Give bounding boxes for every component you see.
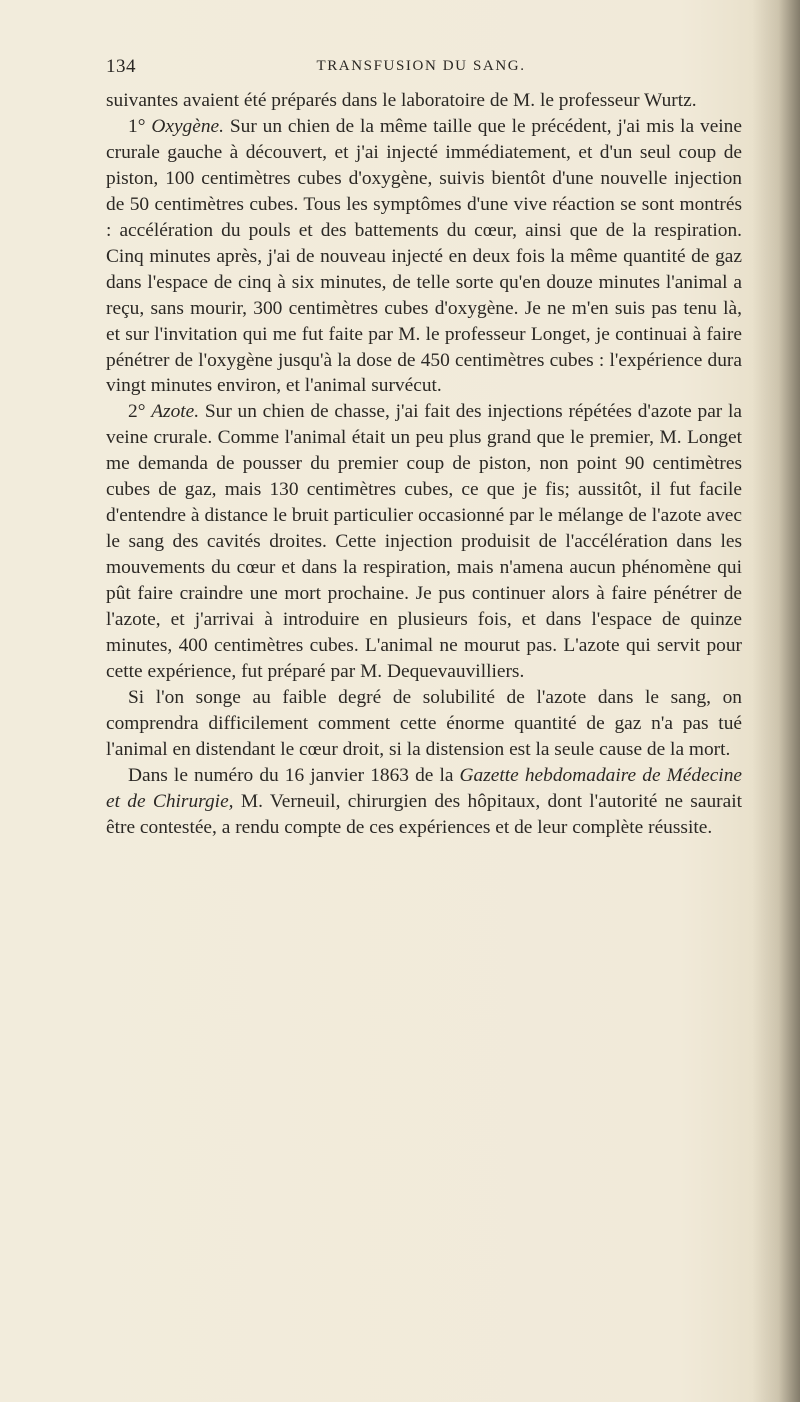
page-edge-shadow bbox=[752, 0, 800, 1402]
paragraph-text: Sur un chien de chasse, j'ai fait des injections répétées d'azote par la veine crurale. Comme l'animal était un peu plus grand que le premier, M. Longet me demanda de pousser du premier coup de piston, non point 90 centimètres cubes de gaz, mais 130 centimètres cubes, ce que je fis; aussitôt, il fut facile d'entendre à distance le bruit particulier occasionné par le mélange de l'azote avec le sang des cavités droites. Cette injection produisit de l'accélération dans les mouvements du cœur et dans la respiration, mais n'amena aucun phénomène qui pût faire craindre une mort prochaine. Je pus continuer alors à faire pénétrer de l'azote, et j'arrivai à introduire en plusieurs fois, et dans l'espace de quinze minutes, 400 centimètres cubes. L'animal ne mourut pas. L'azote qui servit pour cette expérience, fut préparé par M. Dequevauvilliers. bbox=[106, 401, 742, 682]
body-text bbox=[106, 88, 742, 841]
paragraph-lead-title: Azote. bbox=[151, 401, 200, 423]
paragraph-azote bbox=[106, 399, 742, 684]
journal-title: Gazette hebdomadaire de Médecine et de Chirurgie, bbox=[106, 764, 742, 812]
paragraph-solubility bbox=[106, 685, 742, 763]
paragraph-gazette bbox=[106, 763, 742, 841]
paragraph-lead-number: 2° bbox=[128, 401, 152, 423]
page-header bbox=[106, 56, 736, 80]
paragraph-text: Sur un chien de la même taille que le précédent, j'ai mis la veine crurale gauche à découvert, et j'ai injecté immédiatement, et d'un seul coup de piston, 100 centimètres cubes d'oxygène, suivis bientôt d'une nouvelle injection de 50 centimètres cubes. Tous les symptômes d'une vive réaction se sont montrés : accélération du pouls et des battements du cœur, ainsi que de la respiration. Cinq minutes après, j'ai de nouveau injecté en deux fois la même quantité de gaz dans l'espace de cinq à six minutes, de telle sorte qu'en douze minutes l'animal a reçu, sans mourir, 300 centimètres cubes d'oxygène. Je ne m'en suis pas tenu là, et sur l'invitation qui me fut faite par M. le professeur Longet, je continuai à faire pénétrer de l'oxygène jusqu'à la dose de 450 centimètres cubes : l'expérience dura vingt minutes environ, et l'animal survécut. bbox=[106, 115, 742, 397]
paragraph-continuation bbox=[106, 88, 742, 114]
page-number: 134 bbox=[106, 56, 136, 77]
paragraph-text: suivantes avaient été préparés dans le laboratoire de M. le professeur Wurtz. bbox=[106, 90, 697, 111]
paragraph-text-pre: Dans le numéro du 16 janvier 1863 de la bbox=[128, 764, 460, 786]
paragraph-oxygen bbox=[106, 114, 742, 399]
paragraph-lead-title: Oxygène. bbox=[151, 115, 224, 137]
paragraph-text: M. Verneuil, chirurgien des hôpitaux, dont l'autorité ne saurait être contestée, a rendu compte de ces expériences et de leur complète réussite. bbox=[106, 790, 742, 838]
running-head: TRANSFUSION DU SANG. bbox=[316, 58, 526, 74]
paragraph-text: Si l'on songe au faible degré de solubilité de l'azote dans le sang, on comprendra difficilement comment cette énorme quantité de gaz n'a pas tué l'animal en distendant le cœur droit, si la distension est la seule cause de la mort. bbox=[106, 686, 742, 760]
paragraph-lead-number: 1° bbox=[128, 115, 152, 137]
